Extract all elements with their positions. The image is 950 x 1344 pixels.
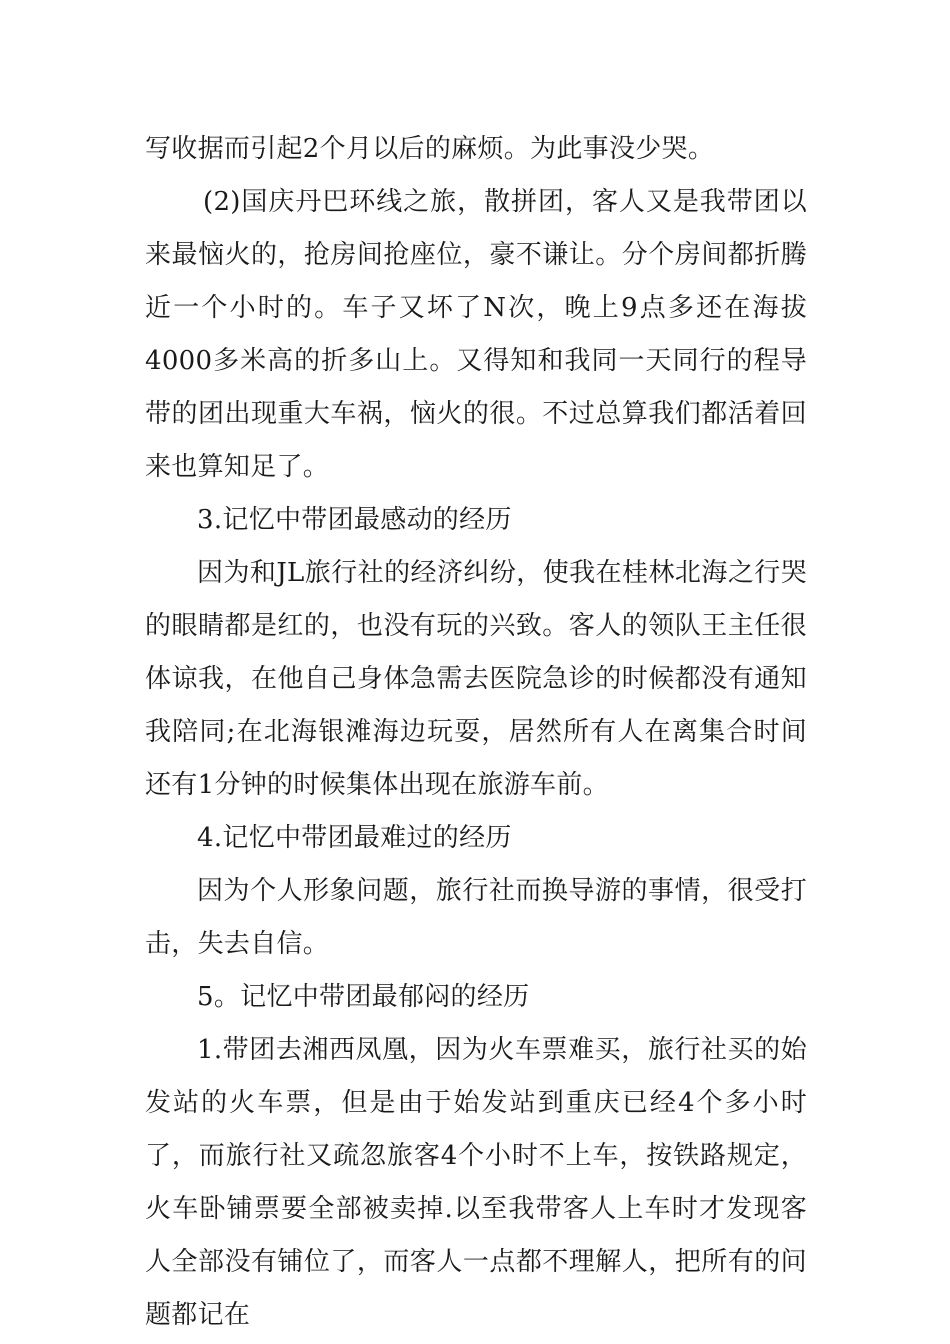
heading-most-frustrating: 5。记忆中带团最郁闷的经历 bbox=[197, 982, 530, 1012]
paragraph-xiangxi-train: 1.带团去湘西凤凰，因为火车票难买，旅行社买的始发站的火车票，但是由于始发站到重庆已经4个多小时了，而旅行社又疏忽旅客4个小时不上车，按铁路规定，火车卧铺票要全部被卖掉.以至我带客人上车时才发现客人全部没有铺位了，而客人一点都不理解人，把所有的问题都记在 bbox=[145, 1035, 807, 1330]
paragraph-receipt-trouble: 写收据而引起2个月以后的麻烦。为此事没少哭。 bbox=[145, 134, 715, 164]
paragraph-guide-replaced: 因为个人形象问题，旅行社而换导游的事情，很受打击，失去自信。 bbox=[145, 876, 807, 959]
heading-most-touching: 3.记忆中带团最感动的经历 bbox=[197, 505, 512, 535]
paragraph-guilin-beihai: 因为和JL旅行社的经济纠纷，使我在桂林北海之行哭的眼睛都是红的，也没有玩的兴致。客人的领队王主任很体谅我，在他自己身体急需去医院急诊的时候都没有通知我陪同;在北海银滩海边玩耍，居然所有人在离集合时间还有1分钟的时候集体出现在旅游车前。 bbox=[145, 558, 807, 800]
heading-saddest: 4.记忆中带团最难过的经历 bbox=[197, 823, 512, 853]
document-body bbox=[145, 123, 807, 1342]
paragraph-danba-tour: (2)国庆丹巴环线之旅，散拼团，客人又是我带团以来最恼火的，抢房间抢座位，豪不谦让。分个房间都折腾近一个小时的。车子又坏了N次，晚上9点多还在海拔4000多米高的折多山上。又得知和我同一天同行的程导带的团出现重大车祸，恼火的很。不过总算我们都活着回来也算知足了。 bbox=[145, 187, 807, 482]
